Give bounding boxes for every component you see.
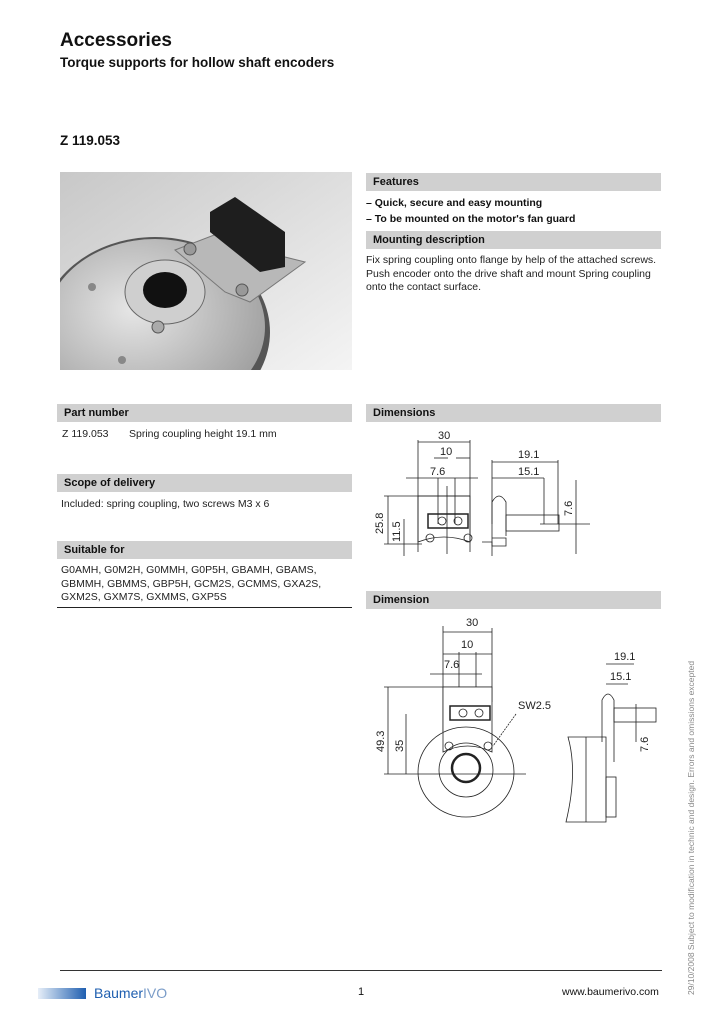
svg-text:15.1: 15.1 [610,671,632,683]
mounting-heading: Mounting description [366,231,661,249]
feature-item: – Quick, secure and easy mounting [366,197,543,209]
dimensions-drawing [366,424,661,556]
svg-text:49.3: 49.3 [375,730,387,752]
suitable-line: G0AMH, G0M2H, G0MMH, G0P5H, GBAMH, GBAMS, [61,564,317,576]
svg-text:7.6: 7.6 [444,659,460,671]
product-photo [60,172,352,370]
page-number: 1 [358,986,365,998]
scope-text: Included: spring coupling, two screws M3 x 6 [61,498,270,510]
suitable-heading: Suitable for [57,541,352,559]
page-title: Accessories [60,30,172,51]
svg-text:11.5: 11.5 [391,521,403,542]
suitable-line: GXM2S, GXM7S, GXMMS, GXP5S [61,591,227,603]
side-note: 29/10/2008 Subject to modification in technic and design. Errors and omissions excepted [686,660,696,995]
suitable-line: GBMMH, GBMMS, GBP5H, GCM2S, GCMMS, GXA2S, [61,577,322,590]
part-number-title: Z 119.053 [60,133,121,148]
dimension-heading: Dimension [366,591,661,609]
svg-text:30: 30 [466,617,479,629]
dimensions-heading: Dimensions [366,404,661,422]
dim-30: 30 [438,430,451,442]
mounting-text: Fix spring coupling onto flange by help of the attached screws. Push encoder onto the drive shaft and mount Spring coupling onto the contact surface. [366,254,657,293]
svg-text:19.1: 19.1 [614,651,636,663]
divider [57,607,352,608]
sw-label: SW2.5 [518,700,552,712]
part-number-heading: Part number [57,404,352,422]
features-heading: Features [366,173,661,191]
page-subtitle: Torque supports for hollow shaft encoders [60,55,335,70]
svg-text:19.1: 19.1 [518,449,540,461]
part-description: Spring coupling height 19.1 mm [129,428,277,440]
svg-text:25.8: 25.8 [374,512,386,534]
footer-divider [60,970,662,971]
svg-text:7.6: 7.6 [639,736,651,752]
svg-text:10: 10 [461,639,474,651]
part-code: Z 119.053 [62,428,109,440]
svg-text:15.1: 15.1 [518,466,540,478]
svg-text:7.6: 7.6 [563,500,575,516]
feature-item: – To be mounted on the motor's fan guard [366,213,576,225]
svg-text:10: 10 [440,446,453,458]
dimension-drawing [366,612,661,834]
scope-heading: Scope of delivery [57,474,352,492]
brand-logo: Baumer IVO [38,985,167,1001]
svg-text:7.6: 7.6 [430,466,446,478]
svg-text:35: 35 [394,739,406,752]
website-link[interactable]: www.baumerivo.com [562,986,659,998]
